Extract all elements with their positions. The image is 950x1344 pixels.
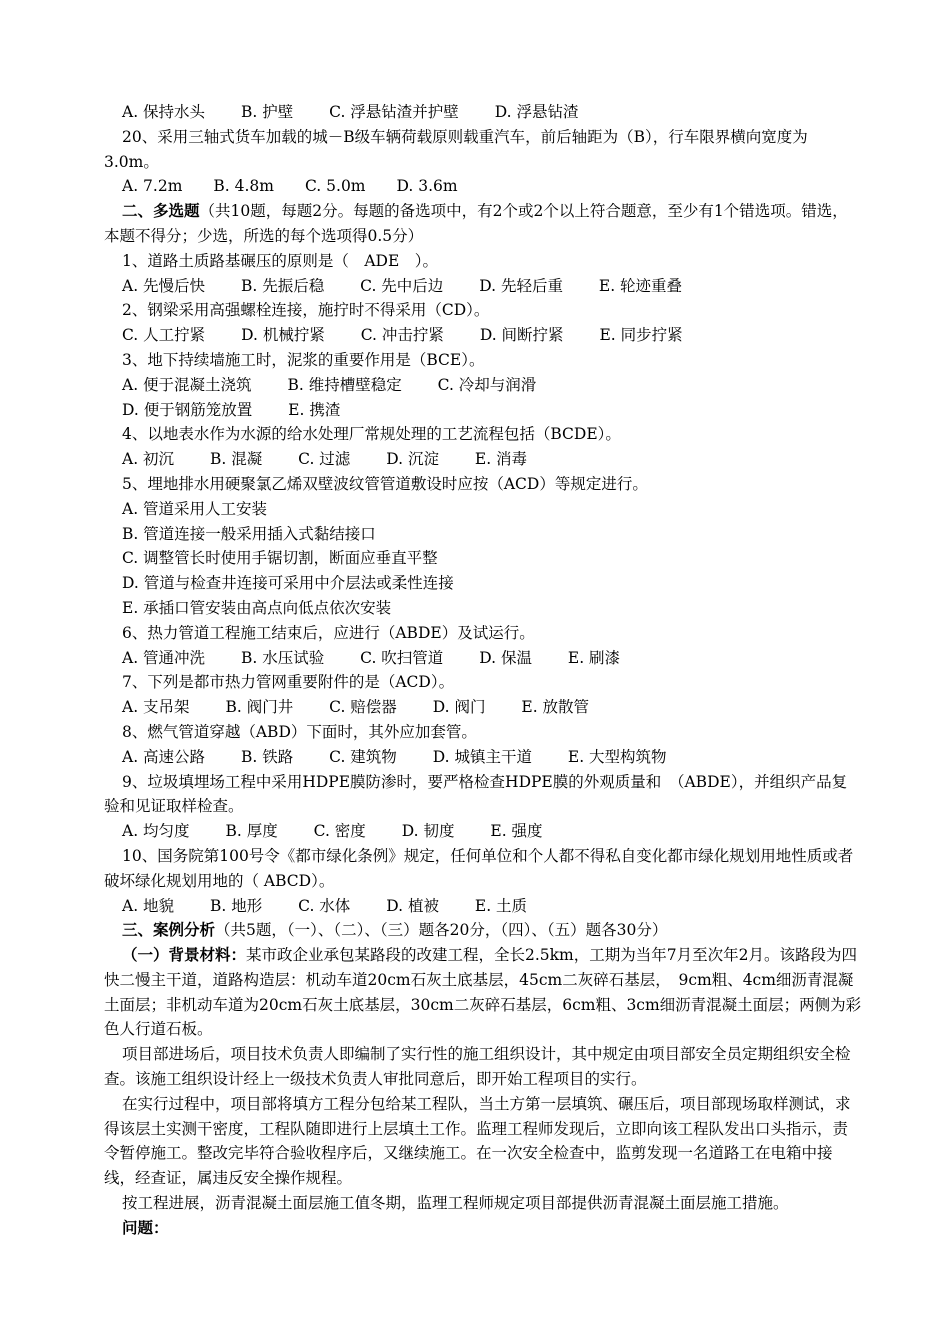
section-heading: 二、多选题 <box>122 201 200 221</box>
section-text: （共10题，每题2分。每题的备选项中，有2个或2个以上符合题意，至少有1个错选项。错选，本题不得分；少选，所选的每个选项得0.5分） <box>104 202 848 245</box>
text-line: A. 管通冲洗 B. 水压试验 C. 吹扫管道 D. 保温 E. 刷漆 <box>122 648 621 667</box>
text-line: A. 均匀度 B. 厚度 C. 密度 D. 韧度 E. 强度 <box>122 822 543 841</box>
paragraph-text: 按工程进展，沥青混凝土面层施工值冬期，监理工程师规定项目部提供沥青混凝土面层施工措施。 <box>122 1194 789 1213</box>
text-line: D. 便于钢筋笼放置 E. 携渣 <box>122 400 341 419</box>
text-line: C. 人工拧紧 D. 机械拧紧 C. 冲击拧紧 D. 间断拧紧 E. 同步拧紧 <box>122 326 683 345</box>
paragraph <box>104 770 862 820</box>
text-line: A. 管道采用人工安装 <box>122 499 268 518</box>
text-line: A. 初沉 B. 混凝 C. 过滤 D. 沉淀 E. 消毒 <box>122 450 528 469</box>
text-line: D. 管道与检查井连接可采用中介层法或柔性连接 <box>122 574 454 593</box>
section-heading: 三、案例分析 <box>122 920 216 940</box>
text-line: E. 承插口管安装由高点向低点依次安装 <box>122 598 392 617</box>
text-line: A. 7.2m B. 4.8m C. 5.0m D. 3.6m <box>122 177 458 196</box>
paragraph <box>104 125 862 175</box>
text-line: A. 地貌 B. 地形 C. 水体 D. 植被 E. 土质 <box>122 896 528 915</box>
text-line: A. 便于混凝土浇筑 B. 维持槽壁稳定 C. 冷却与润滑 <box>122 375 537 394</box>
text-line: 5、埋地排水用硬聚氯乙烯双壁波纹管管道敷设时应按（ACD）等规定进行。 <box>122 474 648 493</box>
paragraph <box>104 844 862 894</box>
text-line: A. 保持水头 B. 护壁 C. 浮悬钻渣并护壁 D. 浮悬钻渣 <box>122 103 579 121</box>
text-line: 3、地下持续墙施工时，泥浆的重要作用是（BCE）。 <box>122 350 485 369</box>
text-line: A. 先慢后快 B. 先振后稳 C. 先中后边 D. 先轻后重 E. 轮迹重叠 <box>122 276 683 295</box>
text-line: C. 调整管长时使用手锯切割，断面应垂直平整 <box>122 549 438 568</box>
section-line <box>122 918 862 943</box>
text-line: 7、下列是都市热力管网重要附件的是（ACD）。 <box>122 673 455 692</box>
text-line: 2、钢梁采用高强螺栓连接，施拧时不得采用（CD）。 <box>122 301 490 320</box>
paragraph-text: 9、垃圾填埋场工程中采用HDPE膜防渗时，要严格检查HDPE膜的外观质量和 （ABDE），并组织产品复验和见证取样检查。 <box>104 772 848 816</box>
section-text: 某市政企业承包某路段的改建工程，全长2.5km，工期为当年7月至次年2月。该路段为四快二慢主干道，道路构造层：机动车道20cm石灰土底基层，45cm二灰碎石基层， 9cm粗、4cm细沥青混凝土面层；非机动车道为20cm石灰土底基层，30cm二灰碎石基层，6cm粗、3cm细沥青混凝土面层；两侧为彩色人行道石板。 <box>104 946 862 1039</box>
paragraph-text: 项目部进场后，项目技术负责人即编制了实行性的施工组织设计，其中规定由项目部安全员定期组织安全检查。该施工组织设计经上一级技术负责人审批同意后，即开始工程项目的实行。 <box>104 1045 851 1089</box>
document-body <box>104 100 862 1241</box>
question-label: 问题： <box>122 1217 169 1237</box>
section-paragraph <box>104 943 862 1042</box>
text-line: B. 管道连接一般采用插入式黏结接口 <box>122 524 376 543</box>
text-line: 6、热力管道工程施工结束后，应进行（ABDE）及试运行。 <box>122 623 535 642</box>
paragraph <box>104 1042 862 1092</box>
text-line: A. 高速公路 B. 铁路 C. 建筑物 D. 城镇主干道 E. 大型构筑物 <box>122 747 667 766</box>
section-heading: （一）背景材料： <box>122 945 247 965</box>
text-line: A. 支吊架 B. 阀门井 C. 赔偿器 D. 阀门 E. 放散管 <box>122 698 590 717</box>
paragraph-text: 20、采用三轴式货车加载的城－B级车辆荷载原则载重汽车，前后轴距为（B），行车限界横向宽度为3.0m。 <box>104 127 808 171</box>
paragraph <box>104 1092 862 1191</box>
paragraph-text: 10、国务院第100号令《都市绿化条例》规定，任何单位和个人都不得私自变化都市绿化规划用地性质或者破坏绿化规划用地的（ ABCD）。 <box>104 846 854 890</box>
text-line: 8、燃气管道穿越（ABD）下面时，其外应加套管。 <box>122 722 477 741</box>
paragraph-text: 在实行过程中，项目部将填方工程分包给某工程队，当土方第一层填筑、碾压后，项目部现场取样测试，求得该层土实测干密度，工程队随即进行上层填土工作。监理工程师发现后，立即向该工程队发出口头指示，责令暂停施工。整改完毕符合验收程序后，又继续施工。在一次安全检查中，监剪发现一名道路工在电箱中接线，经查证，属违反安全操作规程。 <box>104 1094 851 1188</box>
section-paragraph <box>104 199 862 249</box>
question-heading <box>122 1216 862 1241</box>
text-line: 4、以地表水作为水源的给水处理厂常规处理的工艺流程包括（BCDE）。 <box>122 425 621 444</box>
text-line: 1、道路土质路基碾压的原则是（ ADE ）。 <box>122 251 439 270</box>
paragraph <box>104 1191 862 1216</box>
section-text: （共5题，（一）、（二）、（三）题各20分，（四）、（五）题各30分） <box>215 921 668 940</box>
